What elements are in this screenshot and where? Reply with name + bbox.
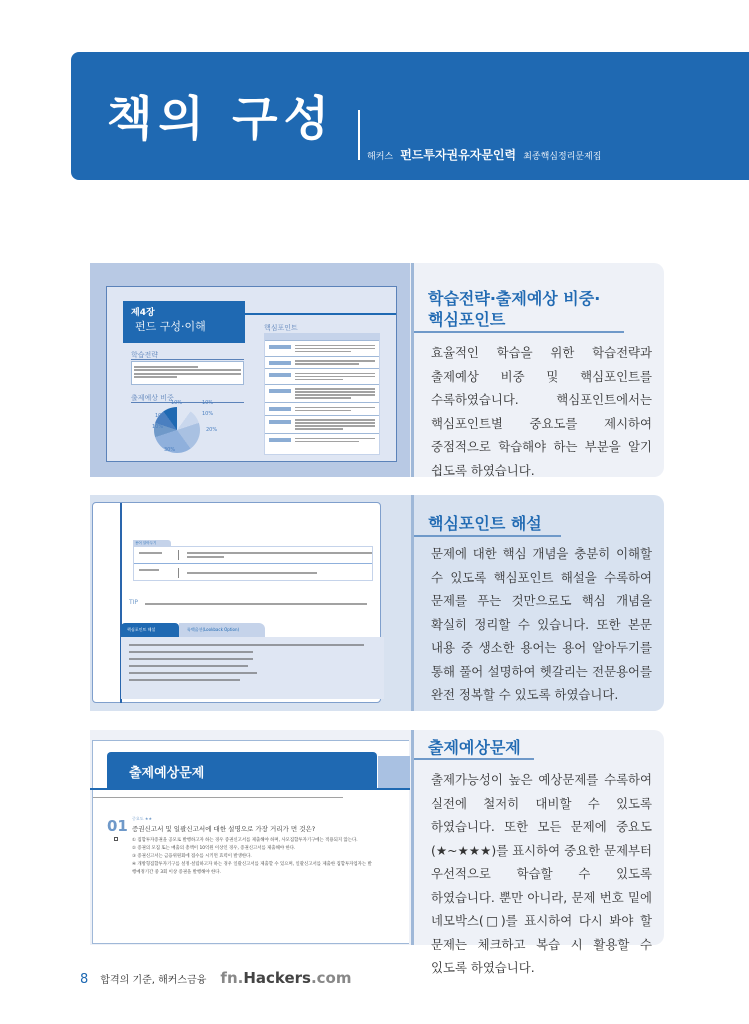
pie-label: 10%	[202, 400, 214, 406]
weight-rule	[131, 402, 244, 403]
tab-key-point: 핵심포인트 해설	[121, 623, 179, 637]
glossary-box	[133, 546, 373, 581]
preview-chapter-page	[90, 263, 410, 477]
section-description	[411, 495, 664, 711]
preview-frame	[90, 263, 410, 477]
tip-label: TIP	[129, 599, 139, 606]
header-rule	[90, 788, 410, 790]
page-footer	[80, 969, 352, 987]
questions-header	[107, 752, 377, 788]
section-expected-questions	[90, 730, 664, 975]
section-body: 문제에 대한 핵심 개념을 충분히 이해할 수 있도록 핵심포인트 해설을 수록하여 문제를 푸는 것만으로도 핵심 개념을 확실히 정리할 수 있습니다. 또한 본문 내용 중 생소한 용어는 용어 알아두기를 통해 풀어 설명하여 헷갈리는 전문용어를 완전 정복할 수 있도록 하였습니다.	[431, 546, 652, 702]
footer-slogan: 합격의 기준, 해커스금융	[100, 975, 207, 986]
section-body: 효율적인 학습을 위한 학습전략과 출제예상 비중 및 핵심포인트를 수록하였습니다. 핵심포인트에서는 핵심포인트별 중요도를 제시하여 중점적으로 학습해야 하는 부분을 알기 쉽도록 하였습니다.	[431, 345, 652, 478]
answer-option: ① 집합투자증권을 공모로 발행하고자 하는 경우 증권신고서를 제출해야 하며, 사모집합투자기구에는 적용되지 않는다.	[132, 838, 358, 843]
tab-lookback-option: 룩백옵션(Lookback Option)	[179, 623, 265, 637]
mock-page	[90, 730, 410, 945]
url-brand: Hackers	[243, 969, 311, 987]
pie-label: 10%	[171, 400, 183, 406]
header-side-block	[378, 756, 410, 788]
mock-page	[106, 286, 397, 462]
footer-url	[220, 969, 351, 987]
tip-line	[129, 599, 138, 606]
review-checkbox	[114, 837, 118, 841]
mock-page-inner	[92, 502, 381, 703]
mock-page	[90, 495, 410, 711]
points-table	[264, 333, 380, 455]
section-description	[411, 730, 664, 975]
strategy-heading: 학습전략	[131, 351, 159, 359]
subtitle-main: 펀드투자권유자문인력	[400, 148, 517, 162]
section-title-line1: 학습전략·출제예상 비중·	[428, 289, 601, 308]
url-suffix: .com	[310, 969, 352, 987]
strategy-rule	[131, 359, 244, 360]
pie-label: 10%	[152, 424, 164, 430]
question-text: 증권신고서 및 일괄신고서에 대한 설명으로 가장 거리가 먼 것은?	[132, 825, 316, 833]
tip-text	[145, 601, 367, 606]
question-number: 01	[107, 817, 128, 835]
section-body: 출제가능성이 높은 예상문제를 수록하여 실전에 철저히 대비할 수 있도록 하였습니다. 또한 모든 문제에 중요도(★~★★★)를 표시하여 중요한 문제부터 우선적으로 학습할 수 있도록 하였습니다. 뿐만 아니라, 문제 번호 밑에 네모박스(□)를 표시하여 다시 봐야 할 문제는 체크하고 복습 시 활용할 수 있도록 하였습니다.	[431, 772, 652, 975]
strategy-box	[131, 361, 244, 385]
point-tabs	[121, 623, 265, 637]
header-banner	[71, 52, 749, 180]
title-underline	[414, 758, 534, 760]
points-heading: 핵심포인트	[264, 324, 298, 332]
title-underline	[414, 331, 624, 333]
section-title: 핵심포인트 해설	[428, 514, 542, 533]
answer-option: ③ 증권신고서는 금융위원회에 접수를 시키면 효력이 발생한다.	[132, 854, 252, 859]
chapter-box	[123, 301, 245, 343]
chapter-number: 제4장	[131, 308, 155, 318]
answer-options	[132, 837, 372, 877]
subtitle-suffix: 최종핵심정리문제집	[523, 152, 602, 162]
page-title: 책의 구성	[107, 92, 335, 147]
pie-label: 30%	[164, 447, 176, 453]
chapter-title: 펀드 구성·이해	[135, 320, 206, 333]
preview-explanation-page	[90, 495, 410, 711]
pie-label: 20%	[206, 427, 218, 433]
page-number: 8	[80, 972, 89, 987]
chapter-rule	[245, 313, 396, 315]
pie-label: 10%	[155, 413, 167, 419]
pie-label: 10%	[202, 411, 214, 417]
answer-option: ② 증권의 모집 또는 매출의 총액이 10억원 이상인 경우, 증권신고서를 제출해야 한다.	[132, 846, 296, 851]
section-description	[411, 263, 664, 477]
importance-stars: 중요도 ★★	[132, 816, 153, 821]
questions-heading: 출제예상문제	[129, 766, 205, 781]
answer-option: ④ 개방형집합투자기구를 설정·설립하고자 하는 경우 일괄신고서를 제출할 수 있으며, 일괄신고서를 제출한 집합투자업자는 발행예정기간 중 3회 이상 증권을 발행해야 한다.	[132, 862, 372, 875]
title-underline	[414, 535, 561, 537]
section-title-line2: 핵심포인트	[428, 310, 506, 329]
book-subtitle	[367, 146, 601, 162]
instruction-note	[93, 795, 343, 800]
preview-questions-page	[90, 730, 410, 945]
url-prefix: fn.	[220, 969, 244, 987]
point-content-box	[121, 637, 384, 699]
subtitle-prefix: 해커스	[367, 152, 394, 162]
section-study-strategy	[90, 263, 664, 477]
weight-heading: 출제예상 비중	[131, 394, 174, 402]
section-key-point-explanation	[90, 495, 664, 711]
section-title: 출제예상문제	[428, 738, 521, 757]
glossary-tab: 용어 알아두기	[133, 540, 171, 547]
title-divider	[358, 110, 360, 160]
